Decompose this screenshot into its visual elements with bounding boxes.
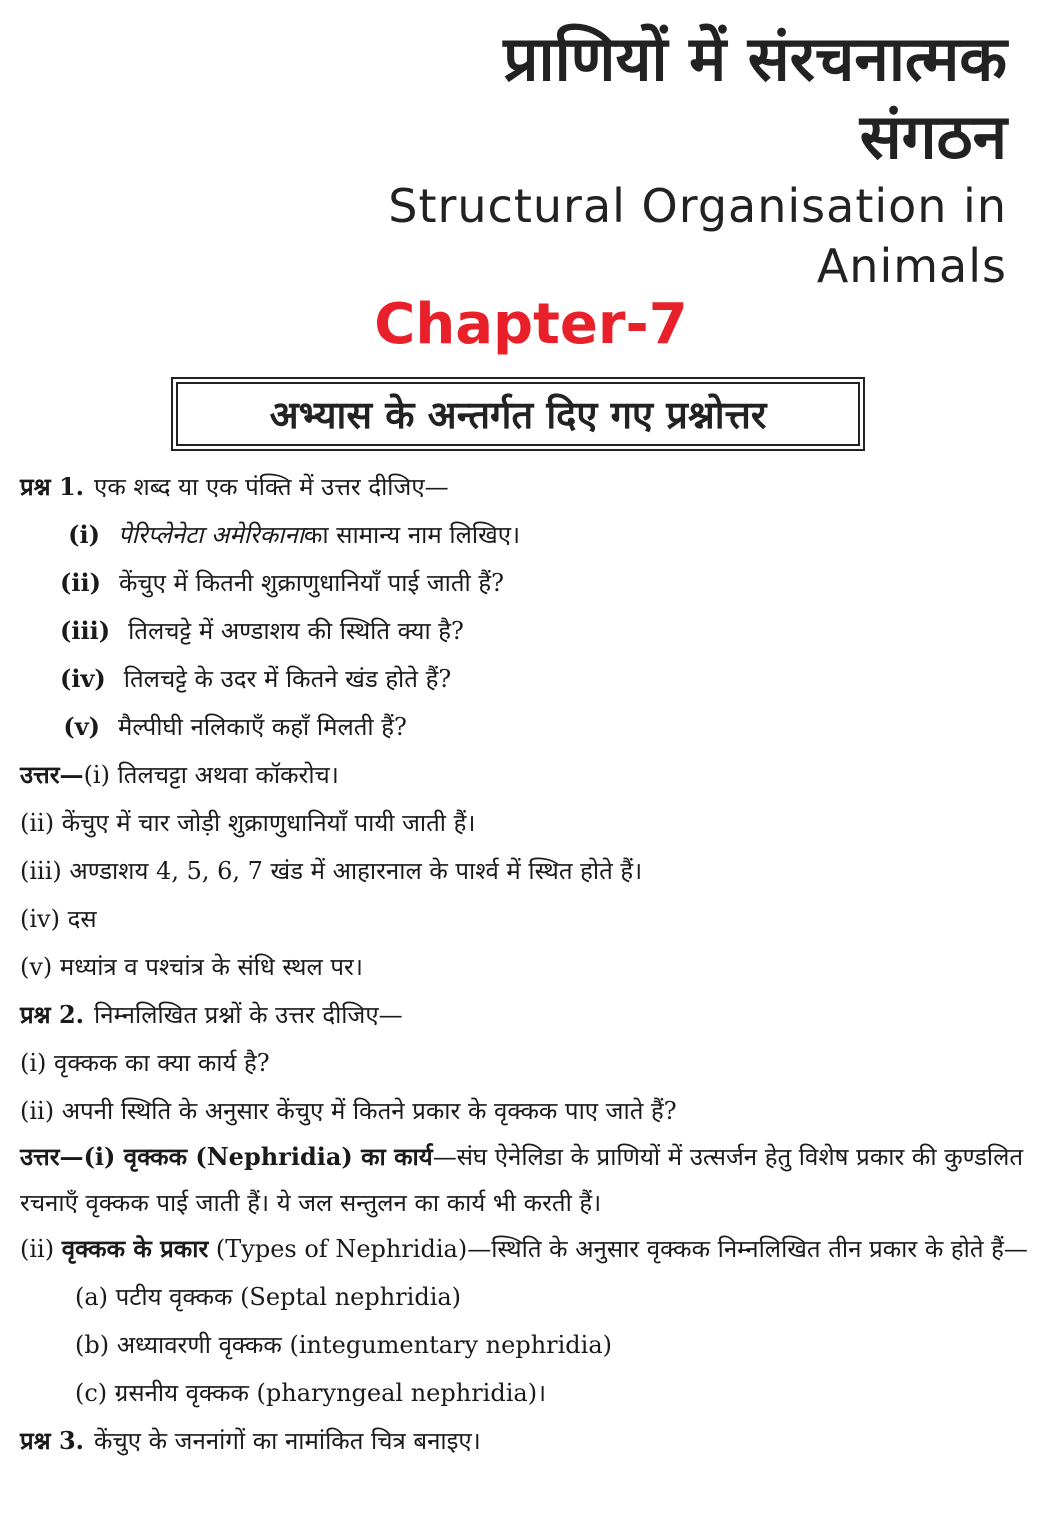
q2-answer-2 (20, 1226, 1035, 1272)
q2-item-2: (ii) अपनी स्थिति के अनुसार केंचुए में कितने प्रकार के वृक्कक पाए जाते हैं? (20, 1096, 677, 1125)
english-title-line2: Animals (816, 239, 1007, 293)
item-number: (i) (68, 519, 100, 549)
q1-answer-3: (iii) अण्डाशय 4, 5, 6, 7 खंड में आहारनाल के पार्श्व में स्थित होते हैं। (20, 856, 643, 885)
answer-heading: (i) वृक्कक (Nephridia) का कार्य (83, 1142, 433, 1171)
q1-item-3 (20, 606, 1035, 654)
q2-item-1: (i) वृक्कक का क्या कार्य है? (20, 1048, 270, 1077)
answer-number: (ii) (20, 1235, 55, 1263)
hindi-title-line1: प्राणियों में संरचनात्मक (503, 22, 1007, 95)
answer-label: उत्तर— (20, 759, 84, 789)
question-prompt: एक शब्द या एक पंक्ति में उत्तर दीजिए— (94, 472, 449, 501)
answer-text: (Types of Nephridia)—स्थिति के अनुसार वृक्कक निम्नलिखित तीन प्रकार के होते हैं— (208, 1235, 1028, 1263)
answer-label: उत्तर— (20, 1142, 84, 1171)
item-number: (iv) (60, 663, 106, 693)
nephridia-type-c: (c) ग्रसनीय वृक्कक (pharyngeal nephridia)। (75, 1378, 547, 1407)
chapter-number: Chapter-7 (374, 292, 688, 357)
question-label: प्रश्न 3. (20, 1425, 85, 1455)
qa-content (20, 462, 1035, 1464)
item-number: (v) (63, 711, 100, 741)
q1-answer-1 (20, 750, 1035, 798)
answer-text: (i) तिलचट्टा अथवा कॉकरोच। (83, 760, 339, 789)
item-number: (ii) (60, 567, 101, 597)
nephridia-type-b: (b) अध्यावरणी वृक्कक (integumentary nephridia) (75, 1330, 613, 1359)
answer-text: —संघ ऐनेलिडा के प्राणियों में उत्सर्जन हेतु विशेष प्रकार की कुण्डलित रचनाएँ वृक्कक पाई जाती हैं। ये जल सन्तुलन का कार्य भी करती हैं। (20, 1143, 1024, 1217)
answer-heading: वृक्कक के प्रकार (61, 1234, 209, 1263)
q1-item-1 (20, 510, 1035, 558)
question-1 (20, 462, 1035, 510)
english-title-line1: Structural Organisation in (388, 179, 1007, 233)
item-number: (iii) (60, 615, 111, 645)
chapter-title-block (207, 20, 1007, 296)
species-name: पेरिप्लेनेटा अमेरिकाना (118, 520, 304, 549)
q1-answer-4: (iv) दस (20, 904, 97, 933)
hindi-title-line2: संगठन (859, 100, 1007, 173)
item-text: तिलचट्टे में अण्डाशय की स्थिति क्या है? (128, 616, 464, 645)
question-prompt: निम्नलिखित प्रश्नों के उत्तर दीजिए— (94, 1000, 403, 1029)
q1-answer-2: (ii) केंचुए में चार जोड़ी शुक्राणुधानियाँ पायी जाती हैं। (20, 808, 476, 837)
question-2 (20, 990, 1035, 1038)
item-text: तिलचट्टे के उदर में कितने खंड होते हैं? (123, 664, 452, 693)
item-text: का सामान्य नाम लिखिए। (303, 520, 521, 549)
section-heading: अभ्यास के अन्तर्गत दिए गए प्रश्नोत्तर (171, 377, 865, 451)
nephridia-type-a: (a) पटीय वृक्कक (Septal nephridia) (75, 1282, 462, 1311)
item-text: मैल्पीघी नलिकाएँ कहाँ मिलती हैं? (118, 712, 407, 741)
q2-answer-1 (0, 1134, 1035, 1226)
question-label: प्रश्न 1. (20, 471, 85, 501)
q1-item-5 (20, 702, 1035, 750)
q1-answer-5: (v) मध्यांत्र व पश्चांत्र के संधि स्थल पर। (20, 952, 363, 981)
question-label: प्रश्न 2. (20, 999, 85, 1029)
q1-item-4 (20, 654, 1035, 702)
item-text: केंचुए में कितनी शुक्राणुधानियाँ पाई जाती हैं? (118, 568, 505, 597)
question-3 (20, 1416, 1035, 1464)
question-prompt: केंचुए के जननांगों का नामांकित चित्र बनाइए। (94, 1426, 481, 1455)
q1-item-2 (20, 558, 1035, 606)
